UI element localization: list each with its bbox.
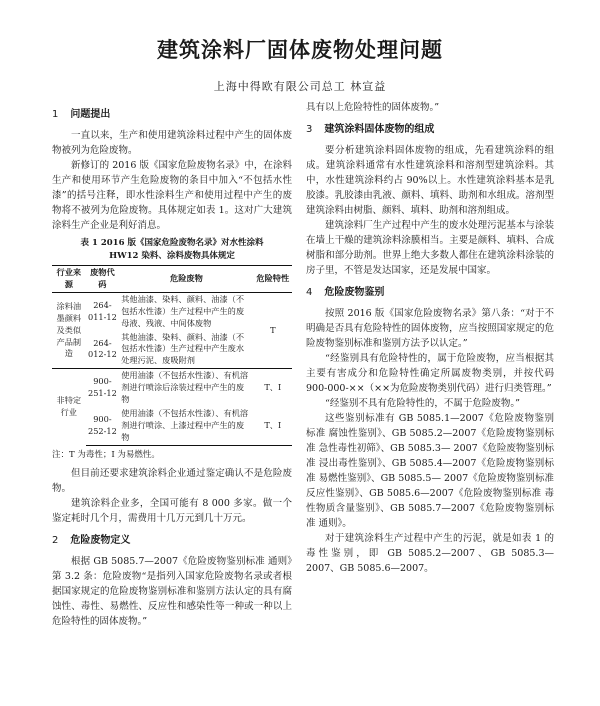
paragraph: 建筑涂料厂生产过程中产生的废水处理污泥基本与涂装在墙上干燥的建筑涂料涂膜相当。主要是颜料、填料、合成树脂和部分助剂。世界上绝大多数人都住在建筑涂料涂装的房子里，不管是发达国家，还是发展中国家。	[306, 219, 554, 276]
section-heading	[52, 533, 292, 549]
section-number: 3	[306, 124, 313, 135]
paragraph: 一直以来，生产和使用建筑涂料过程中产生的固体废物被列为危险废物。	[52, 129, 292, 156]
section-title: 危险废物鉴别	[324, 286, 385, 298]
paragraph: 根据 GB 5085.7—2007《危险废物鉴别标准 通则》第 3.2 条：危险废物“是指列入国家危险废物名录或者根据国家规定的危险废物鉴别标准和鉴别方法认定的具有腐蚀性、毒性、易燃性、反应性和感染性等一种或一种以上危险特性的固体废物。”	[52, 555, 292, 627]
page-title: 建筑涂料厂固体废物处理问题	[157, 38, 443, 62]
table-cell-char: T、I	[254, 369, 292, 407]
table-note: 注：T 为毒性；I 为易燃性。	[52, 449, 160, 460]
paragraph: 新修订的 2016 版《国家危险废物名录》中，在涂料生产和使用环节产生危险废物的条目中加入“不包括水性漆”的括号注释，即水性涂料生产和使用过程中产生的废物将不被列为危险废物。具体规定如表 1。这对广大建筑涂料生产企业是利好消息。	[52, 159, 292, 231]
paragraph: 这些鉴别标准有 GB 5085.1—2007《危险废物鉴别标准 腐蚀性鉴别》、GB 5085.2—2007《危险废物鉴别标准 急性毒性初筛》、GB 5085.3— 2007《危险废物鉴别标准 浸出毒性鉴别》、GB 5085.4—2007《危险废物鉴别标准 易燃性鉴别》、GB 5085.5— 2007《危险废物鉴别标准 反应性鉴别》、GB 5085.6—2007《危险废物鉴别标准 毒性物质含量鉴别》、GB 5085.7—2007《危险废物鉴别标准 通则》。	[306, 412, 554, 529]
paragraph: 要分析建筑涂料固体废物的组成，先看建筑涂料的组成。建筑涂料通常有水性建筑涂料和溶剂型建筑涂料。其中，水性建筑涂料约占 90%以上。水性建筑涂料基本是乳胶漆。乳胶漆由乳液、颜料、填料、助剂和水组成。溶剂型建筑涂料由树脂、颜料、填料、助剂和溶剂组成。	[306, 144, 554, 216]
right-column	[306, 100, 554, 576]
table-cell-desc: 使用油漆（不包括水性漆）、有机溶剂进行喷涂后涂装过程中产生的废物	[119, 369, 253, 407]
table-caption: 表 1 2016 版《国家危险废物名录》对水性涂料 HW12 染料、涂料废物具体规定	[80, 237, 264, 261]
section-number: 4	[306, 286, 313, 298]
table-cell-char: T	[270, 324, 276, 335]
table-cell-code: 900-252-12	[86, 407, 120, 445]
left-column	[52, 100, 292, 629]
table-cell-char: T、I	[254, 407, 292, 445]
table-cell-desc: 其他油漆、染料、颜料、油漆（不包括水性漆）生产过程中产生的废母液、残液、中间体废物	[121, 293, 245, 328]
table-row	[52, 369, 292, 407]
table-header: 废物代码	[90, 267, 115, 290]
table-cell-desc: 使用油漆（不包括水性漆）、有机溶剂进行喷涂、上漆过程中产生的废物	[119, 407, 253, 445]
paragraph: 建筑涂料企业多，全国可能有 8 000 多家。做一个鉴定耗时几个月，需费用十几万元到几十万元。	[52, 498, 292, 525]
table-row	[52, 407, 292, 445]
table-cell-desc: 其他油漆、染料、颜料、油漆（不包括水性漆）生产过程中产生废水处理污泥、废吸附剂	[121, 331, 245, 366]
section-number: 1	[52, 109, 59, 120]
table-header: 危险特性	[256, 273, 290, 284]
section-heading	[52, 107, 292, 123]
section-number: 2	[52, 535, 59, 547]
paragraph: 具有以上危险特性的固体废物。”	[306, 102, 440, 113]
waste-table	[52, 265, 292, 445]
author-line: 上海中得欧有限公司总工 林宣益	[213, 80, 387, 93]
section-heading	[306, 285, 554, 301]
section-heading	[306, 122, 554, 138]
table-header: 行业来源	[56, 267, 82, 290]
table-cell-source: 涂料油墨颜料及类似产品制造	[56, 300, 82, 359]
paragraph: “经鉴别具有危险特性的，属于危险废物，应当根据其主要有害成分和危险特性确定所属废物类别，并按代码 900-000-××（××为危险废物类别代码）进行归类管理。”	[306, 352, 554, 394]
section-title: 问题提出	[70, 109, 111, 120]
table-header-row	[52, 266, 292, 293]
paragraph: 对于建筑涂料生产过程中产生的污泥，就是如表 1 的毒性鉴别，即 GB 5085.2—2007、GB 5085.3—2007、GB 5085.6—2007。	[306, 532, 554, 574]
paragraph: 但目前还要求建筑涂料企业通过鉴定确认不是危险废物。	[52, 468, 292, 495]
table-header: 危险废物	[170, 273, 203, 284]
paragraph: 按照 2016 版《国家危险废物名录》第八条：“对于不明确是否具有危险特性的固体废物，应当按照国家规定的危险废物鉴别标准和鉴别方法予以认定。”	[306, 307, 554, 349]
paragraph: “经鉴别不具有危险特性的，不属于危险废物。”	[325, 397, 520, 409]
table-cell-code: 264-011-12	[87, 299, 117, 322]
table-cell-code: 264-012-12	[87, 337, 117, 360]
section-title: 建筑涂料固体废物的组成	[324, 124, 435, 135]
table-cell-source: 非特定行业	[52, 369, 86, 445]
table-row	[52, 292, 292, 330]
table-cell-code: 900-251-12	[86, 369, 120, 407]
section-title: 危险废物定义	[70, 535, 131, 547]
